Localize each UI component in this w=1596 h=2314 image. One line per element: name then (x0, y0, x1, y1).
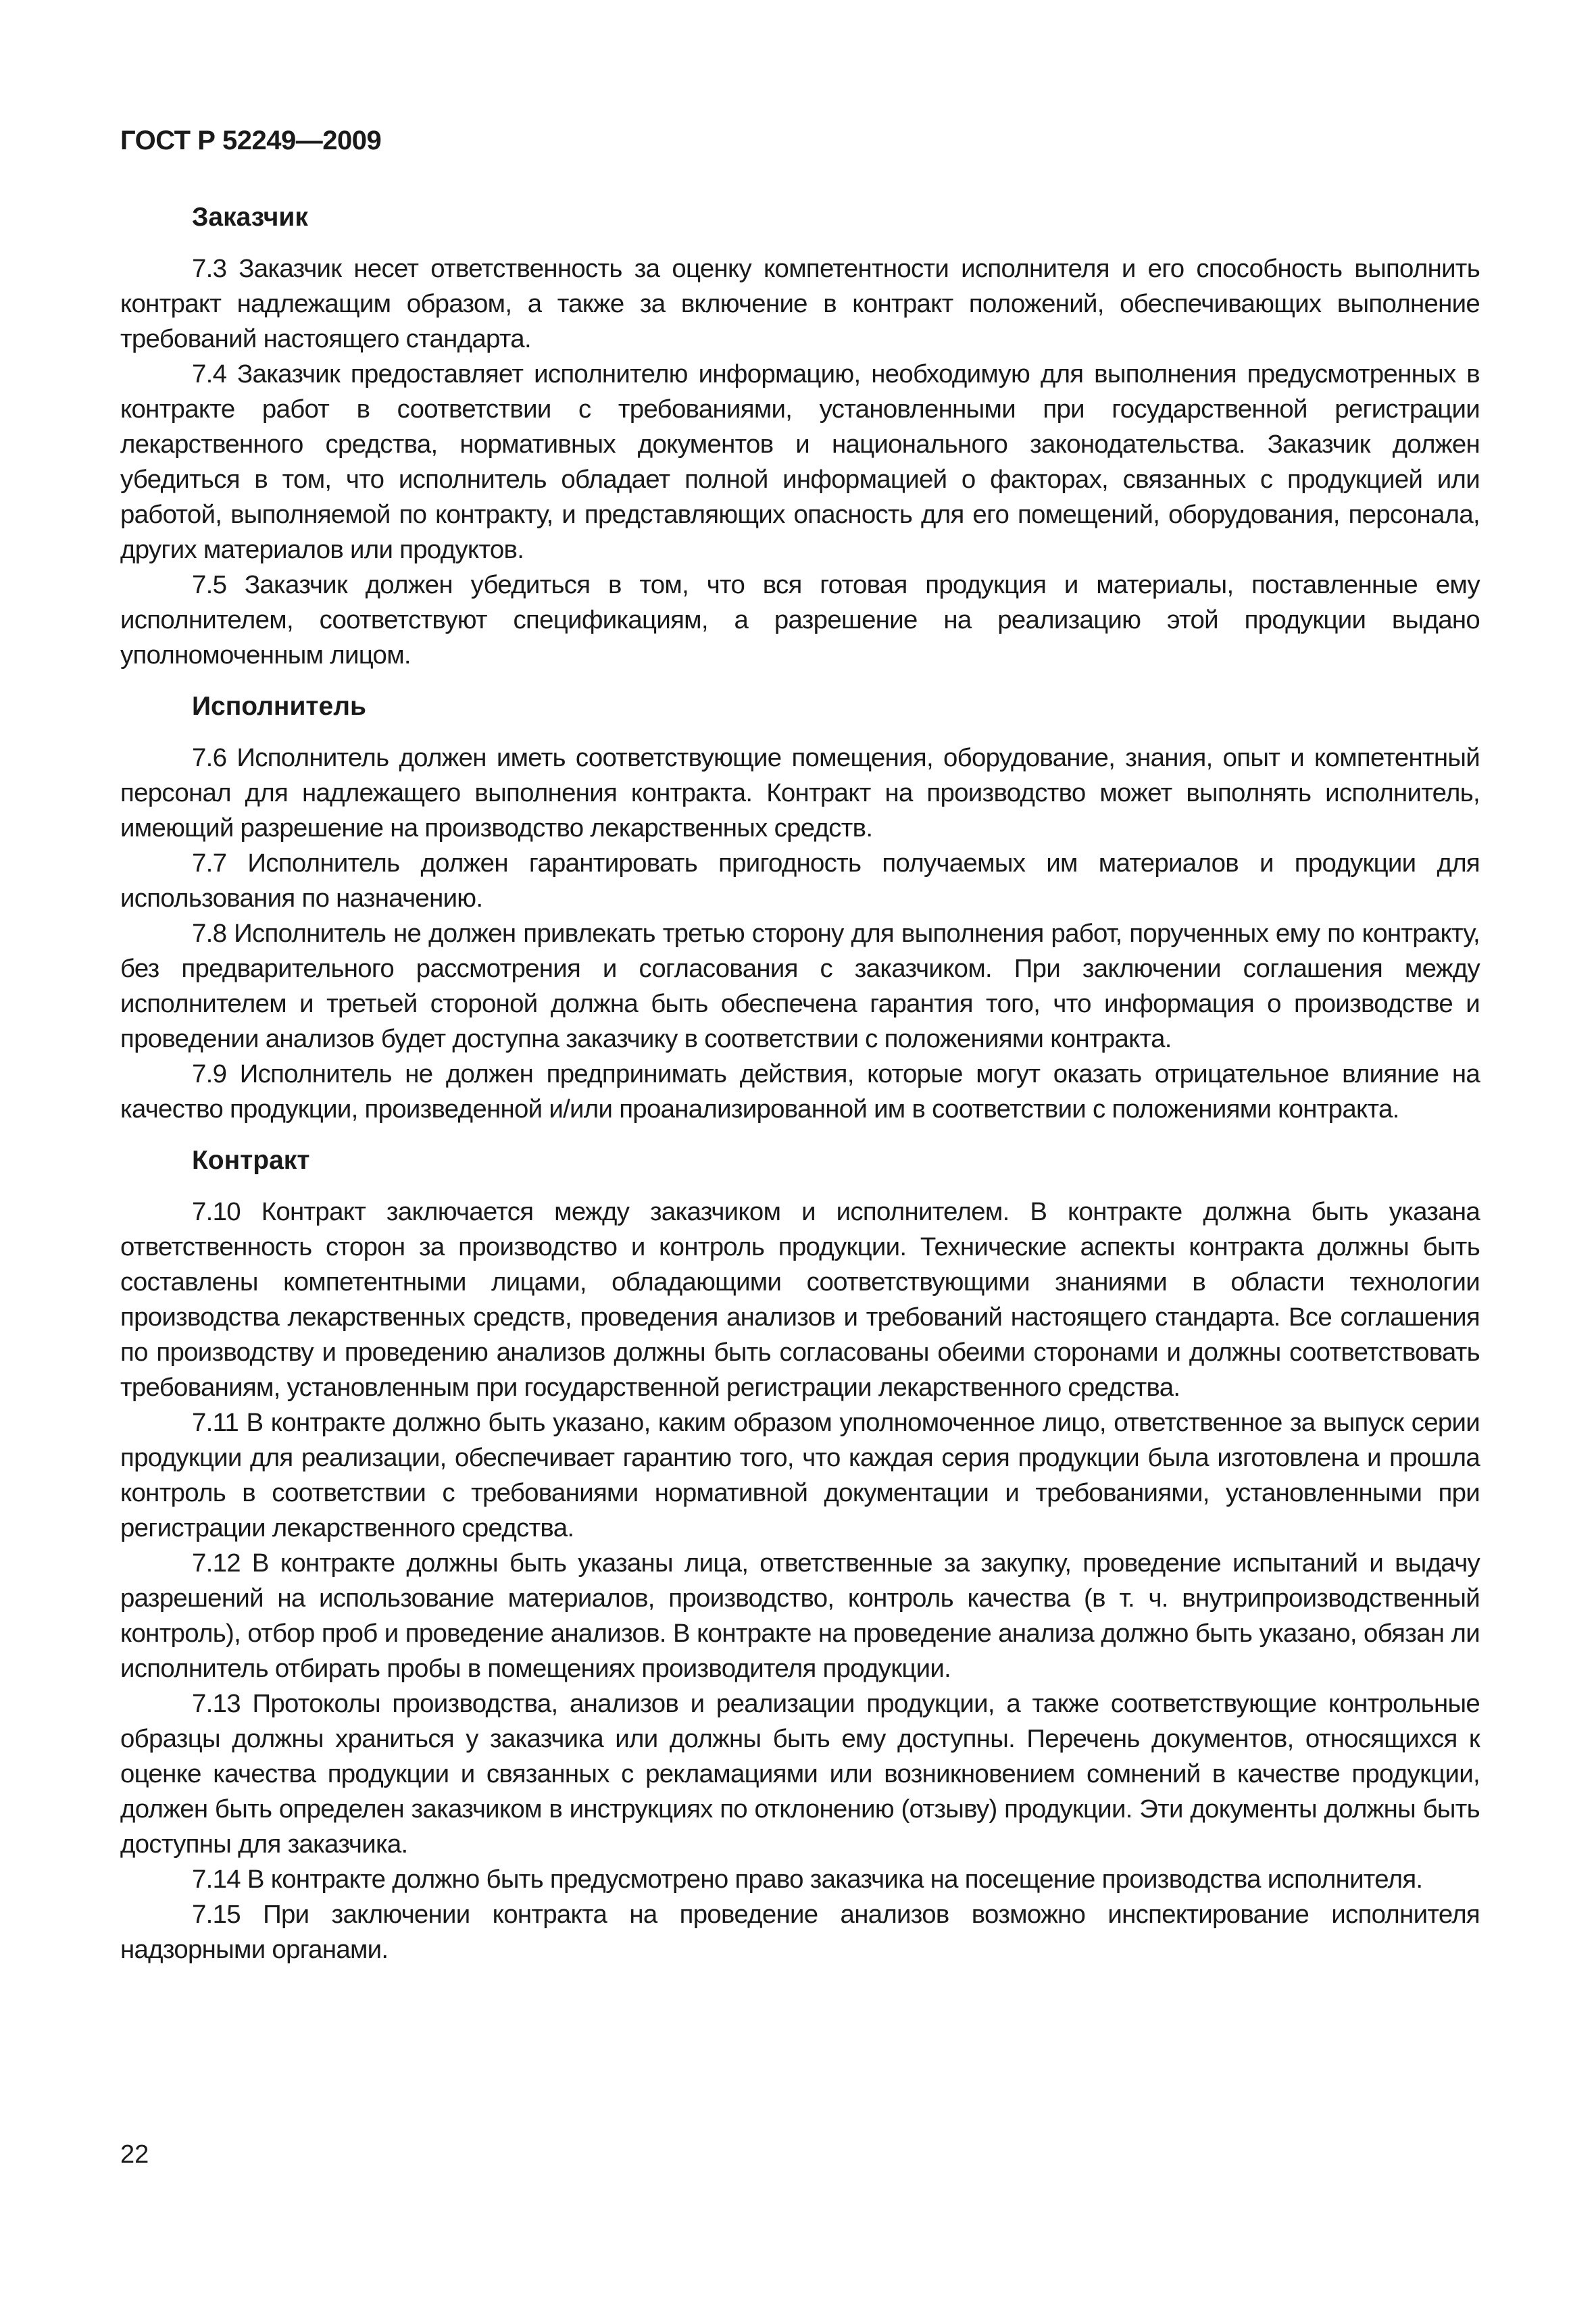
section-contract (120, 1143, 1480, 1967)
section-title: Исполнитель (192, 692, 366, 721)
paragraph-7-3: 7.3 Заказчик несет ответственность за оценку компетентности исполнителя и его способность выполнить контракт надлежащим образом, а также за включение в контракт положений, обеспечивающих выполнение требований настоящего стандарта. (120, 254, 1480, 353)
section-contractor (120, 689, 1480, 1127)
section-title: Контракт (192, 1146, 310, 1175)
section-title: Заказчик (192, 203, 308, 232)
section-customer (120, 200, 1480, 673)
paragraph-7-13: 7.13 Протоколы производства, анализов и реализации продукции, а также соответствующие контрольные образцы должны храниться у заказчика или должны быть ему доступны. Перечень документов, относящихся к оценке качества продукции и связанных с рекламациями или возникновением сомнений в качестве продукции, должен быть определен заказчиком в инструкциях по отклонению (отзыву) продукции. Эти документы должны быть доступны для заказчика. (120, 1689, 1480, 1859)
paragraph-7-14: 7.14 В контракте должно быть предусмотрено право заказчика на посещение производства исполнителя. (192, 1865, 1423, 1894)
paragraph-7-11: 7.11 В контракте должно быть указано, каким образом уполномоченное лицо, ответственное за выпуск серии продукции для реализации, обеспечивает гарантию того, что каждая серия продукции была изготовлена и прошла контроль в соответствии с требованиями нормативной документации и требованиями, установленными при регистрации лекарственного средства. (120, 1408, 1480, 1542)
paragraph-7-8: 7.8 Исполнитель не должен привлекать третью сторону для выполнения работ, порученных ему по контракту, без предварительного рассмотрения и согласования с заказчиком. При заключении соглашения между исполнителем и третьей стороной должна быть обеспечена гарантия того, что информация о производстве и проведении анализов будет доступна заказчику в соответствии с положениями контракта. (120, 919, 1480, 1053)
paragraph-7-6: 7.6 Исполнитель должен иметь соответствующие помещения, оборудование, знания, опыт и компетентный персонал для надлежащего выполнения контракта. Контракт на производство может выполнять исполнитель, имеющий разрешение на производство лекарственных средств. (120, 743, 1480, 842)
document-body (120, 200, 1480, 1984)
document-header: ГОСТ Р 52249—2009 (120, 126, 382, 155)
paragraph-7-10: 7.10 Контракт заключается между заказчиком и исполнителем. В контракте должна быть указана ответственность сторон за производство и контроль продукции. Технические аспекты контракта должны быть составлены компетентными лицами, обладающими соответствующими знаниями в области технологии производства лекарственных средств, проведения анализов и требований настоящего стандарта. Все соглашения по производству и проведению анализов должны быть согласованы обеими сторонами и должны соответствовать требованиям, установленным при государственной регистрации лекарственного средства. (120, 1197, 1480, 1402)
paragraph-7-9: 7.9 Исполнитель не должен предпринимать действия, которые могут оказать отрицательное влияние на качество продукции, произведенной и/или проанализированной им в соответствии с положениями контракта. (120, 1059, 1480, 1124)
paragraph-7-7: 7.7 Исполнитель должен гарантировать пригодность получаемых им материалов и продукции для использования по назначению. (120, 849, 1480, 913)
paragraph-7-5: 7.5 Заказчик должен убедиться в том, что вся готовая продукция и материалы, поставленные ему исполнителем, соответствуют спецификациям, а разрешение на реализацию этой продукции выдано уполномоченным лицом. (120, 570, 1480, 670)
paragraph-7-4: 7.4 Заказчик предоставляет исполнителю информацию, необходимую для выполнения предусмотренных в контракте работ в соответствии с требованиями, установленными при государственной регистрации лекарственного средства, нормативных документов и национального законодательства. Заказчик должен убедиться в том, что исполнитель обладает полной информацией о факторах, связанных с продукцией или работой, выполняемой по контракту, и представляющих опасность для его помещений, оборудования, персонала, других материалов или продуктов. (120, 359, 1480, 564)
paragraph-7-15: 7.15 При заключении контракта на проведение анализов возможно инспектирование исполнителя надзорными органами. (120, 1900, 1480, 1964)
paragraph-7-12: 7.12 В контракте должны быть указаны лица, ответственные за закупку, проведение испытаний и выдачу разрешений на использование материалов, производство, контроль качества (в т. ч. внутрипроизводственный контроль), отбор проб и проведение анализов. В контракте на проведение анализа должно быть указано, обязан ли исполнитель отбирать пробы в помещениях производителя продукции. (120, 1549, 1480, 1683)
page-number: 22 (120, 2140, 149, 2169)
